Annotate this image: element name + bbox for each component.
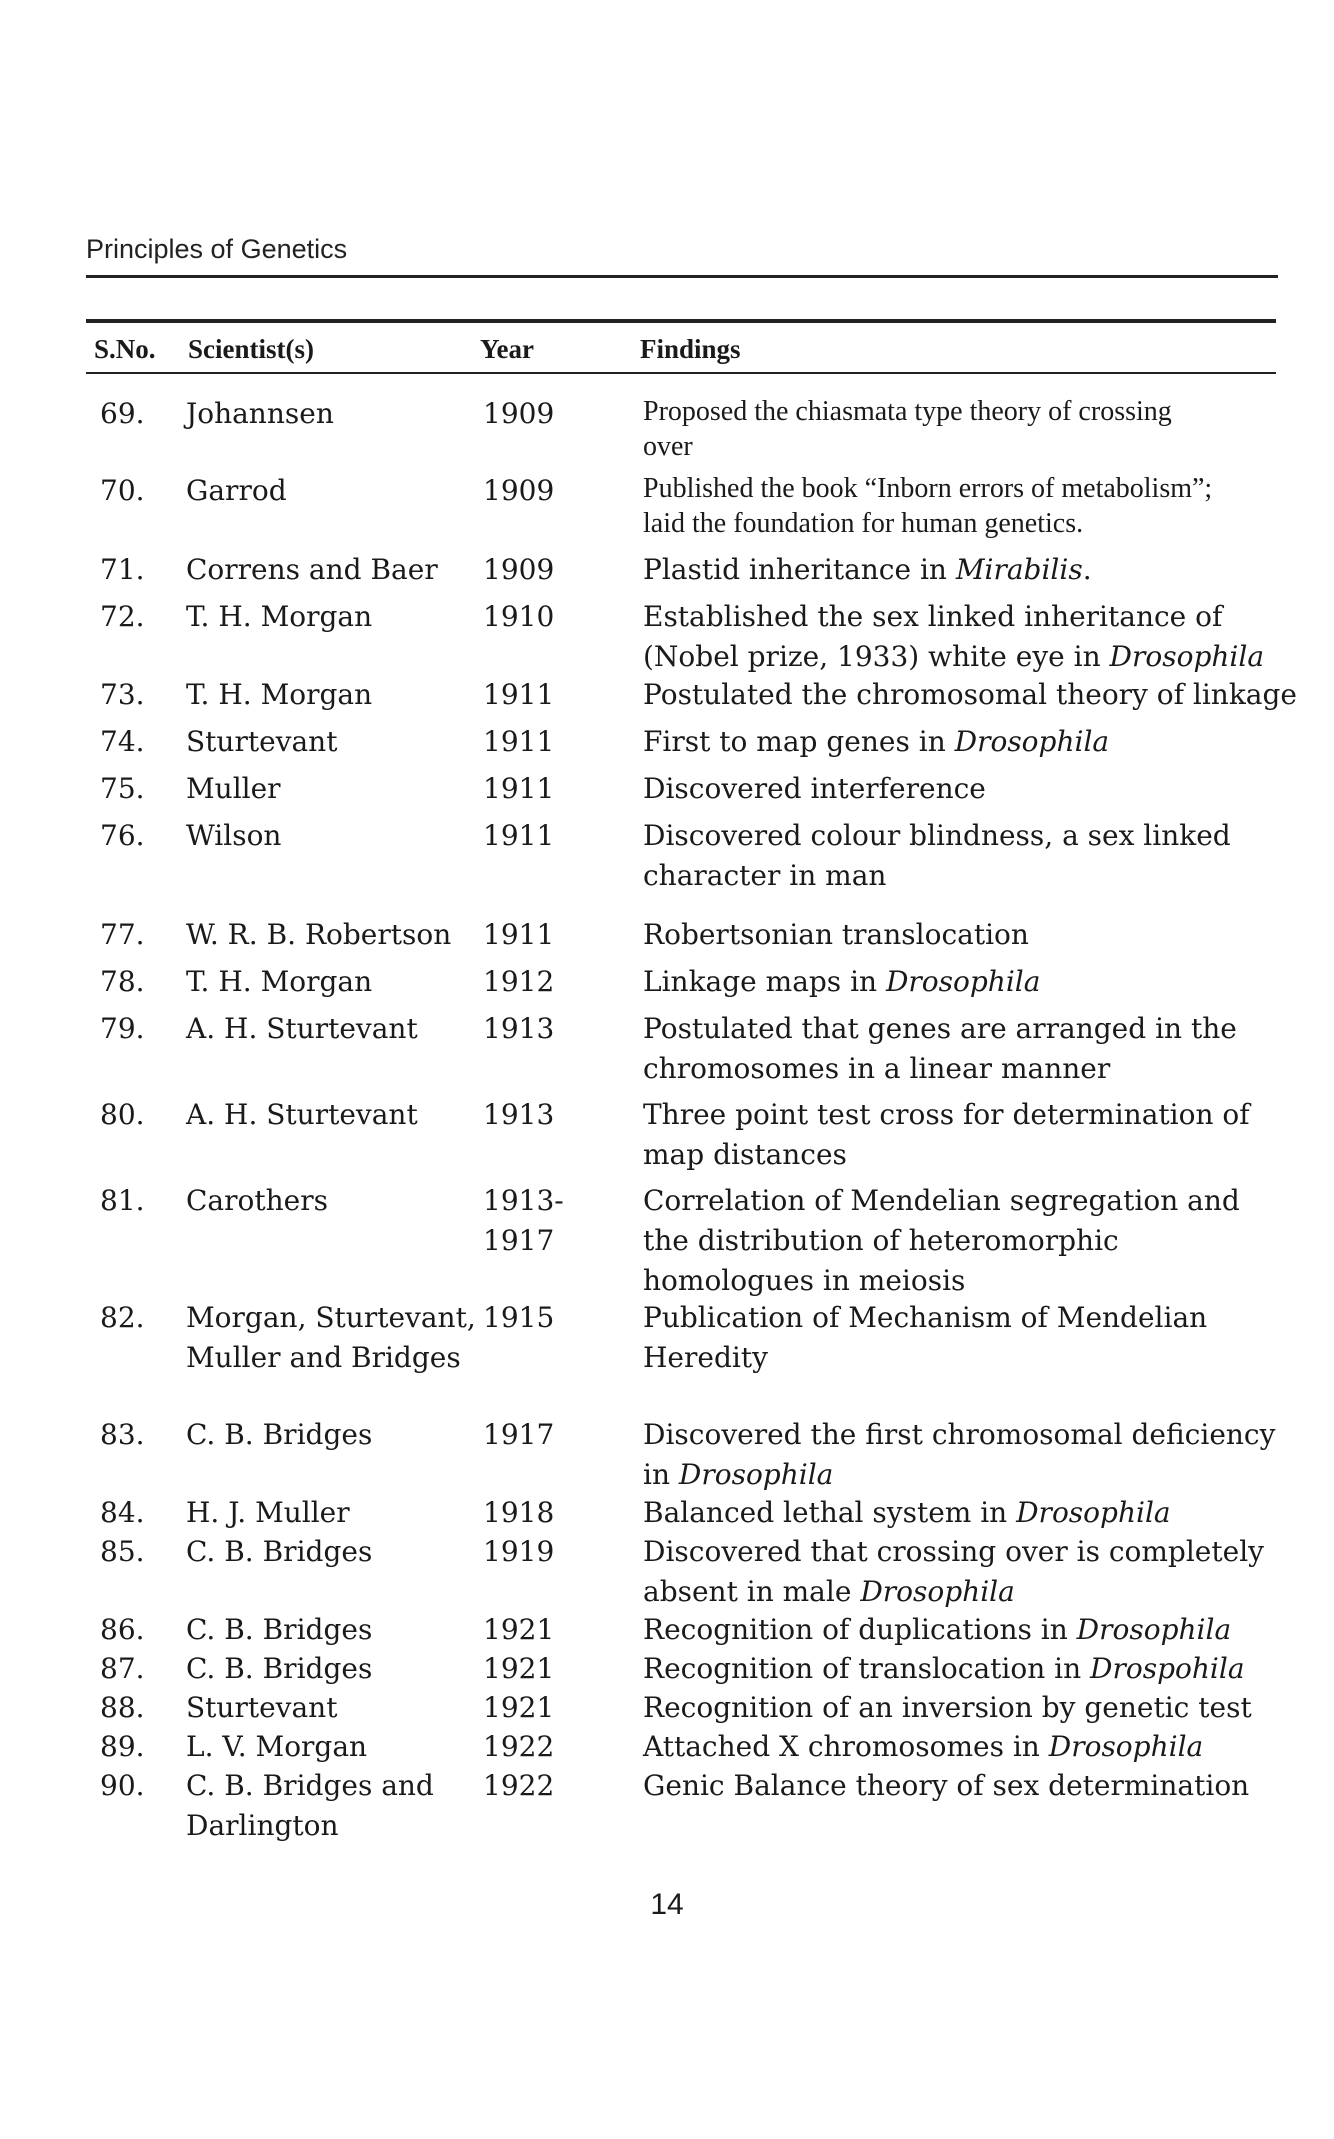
cell-scientist xyxy=(186,394,334,434)
cell-scientist xyxy=(186,675,372,715)
scientist-line: T. H. Morgan xyxy=(186,600,373,633)
findings-line: Linkage maps in Drosophila xyxy=(643,965,1041,998)
cell-scientist xyxy=(186,471,287,511)
year-line: 1911 xyxy=(483,725,555,758)
findings-line: over xyxy=(643,431,693,462)
cell-sno: 75. xyxy=(100,772,145,805)
scientist-line: A. H. Sturtevant xyxy=(186,1012,418,1045)
scientist-line: C. B. Bridges and xyxy=(186,1769,434,1802)
scientist-line: Muller and Bridges xyxy=(186,1341,461,1374)
species-name: Drosophila xyxy=(1076,1613,1232,1646)
year-line: 1912 xyxy=(483,965,555,998)
cell-scientist xyxy=(186,1688,337,1728)
findings-line: in Drosophila xyxy=(643,1458,834,1491)
cell-sno: 80. xyxy=(100,1098,145,1131)
cell-sno: 81. xyxy=(100,1184,145,1217)
findings-line: Recognition of an inversion by genetic test xyxy=(643,1691,1252,1724)
cell-year xyxy=(483,1727,554,1767)
findings-line: Plastid inheritance in Mirabilis. xyxy=(643,553,1092,586)
cell-findings xyxy=(643,550,1092,590)
species-name: Drosophila xyxy=(1048,1730,1204,1763)
cell-findings xyxy=(643,722,1109,762)
scientist-line: Sturtevant xyxy=(186,725,338,758)
cell-scientist xyxy=(186,1298,476,1378)
scientist-line: A. H. Sturtevant xyxy=(186,1098,418,1131)
year-line: 1910 xyxy=(483,600,555,633)
cell-scientist xyxy=(186,769,281,809)
cell-year xyxy=(483,550,554,590)
cell-year xyxy=(483,1766,554,1806)
col-header-findings: Findings xyxy=(640,334,741,364)
scientist-line: C. B. Bridges xyxy=(186,1535,373,1568)
cell-scientist xyxy=(186,1009,418,1049)
species-name: Drosophila xyxy=(860,1575,1015,1608)
cell-year xyxy=(483,1610,554,1650)
cell-year xyxy=(483,597,554,637)
year-line: 1921 xyxy=(483,1691,555,1724)
table-top-rule xyxy=(86,319,1276,323)
cell-sno: 70. xyxy=(100,474,145,507)
col-header-year: Year xyxy=(480,334,534,364)
cell-sno: 76. xyxy=(100,819,145,852)
cell-sno: 77. xyxy=(100,918,145,951)
year-line: 1911 xyxy=(483,678,555,711)
findings-line: Proposed the chiasmata type theory of crossing xyxy=(643,396,1172,427)
findings-line: Discovered the first chromosomal deficiency xyxy=(643,1418,1276,1451)
cell-findings xyxy=(643,816,1231,896)
scientist-line: T. H. Morgan xyxy=(186,678,373,711)
scientist-line: Johannsen xyxy=(186,397,334,430)
findings-line: Published the book “Inborn errors of metabolism”; xyxy=(643,473,1213,504)
cell-scientist xyxy=(186,1181,328,1221)
cell-findings xyxy=(643,1610,1231,1650)
page-number: 14 xyxy=(650,1888,684,1921)
findings-line: Discovered interference xyxy=(643,772,986,805)
scientist-line: Correns and Baer xyxy=(186,553,438,586)
cell-year xyxy=(483,1009,554,1049)
cell-findings xyxy=(643,1298,1207,1378)
cell-sno: 79. xyxy=(100,1012,145,1045)
cell-year xyxy=(483,1181,564,1261)
findings-line: (Nobel prize, 1933) white eye in Drosophila xyxy=(643,640,1265,673)
cell-findings xyxy=(643,1688,1252,1728)
cell-scientist xyxy=(186,1766,434,1846)
findings-line: Correlation of Mendelian segregation and xyxy=(643,1184,1240,1217)
table-header-rule xyxy=(86,372,1276,374)
findings-line: Discovered colour blindness, a sex linked xyxy=(643,819,1231,852)
cell-findings xyxy=(643,915,1029,955)
year-line: 1915 xyxy=(483,1301,555,1334)
year-line: 1922 xyxy=(483,1730,555,1763)
cell-scientist xyxy=(186,1493,350,1533)
cell-scientist xyxy=(186,962,372,1002)
cell-findings xyxy=(643,1766,1249,1806)
cell-sno: 72. xyxy=(100,600,145,633)
cell-findings xyxy=(643,394,1172,464)
cell-year xyxy=(483,816,554,856)
findings-line: homologues in meiosis xyxy=(643,1264,966,1297)
cell-sno: 87. xyxy=(100,1652,145,1685)
cell-findings xyxy=(643,1095,1250,1175)
cell-findings xyxy=(643,1415,1275,1495)
findings-line: Three point test cross for determination of xyxy=(643,1098,1250,1131)
findings-line: the distribution of heteromorphic xyxy=(643,1224,1119,1257)
year-line: 1913- xyxy=(483,1184,564,1217)
findings-line: Discovered that crossing over is completely xyxy=(643,1535,1264,1568)
cell-findings xyxy=(643,471,1212,541)
cell-scientist xyxy=(186,550,438,590)
cell-year xyxy=(483,769,554,809)
species-name: Drosophila xyxy=(885,965,1041,998)
col-header-sno: S.No. xyxy=(94,334,156,364)
year-line: 1917 xyxy=(483,1224,555,1257)
scientist-line: Sturtevant xyxy=(186,1691,338,1724)
year-line: 1919 xyxy=(483,1535,555,1568)
cell-sno: 90. xyxy=(100,1769,145,1802)
scientist-line: C. B. Bridges xyxy=(186,1418,373,1451)
cell-year xyxy=(483,1095,554,1135)
year-line: 1909 xyxy=(483,474,555,507)
cell-year xyxy=(483,1298,554,1338)
cell-sno: 74. xyxy=(100,725,145,758)
findings-line: absent in male Drosophila xyxy=(643,1575,1015,1608)
year-line: 1911 xyxy=(483,918,555,951)
cell-year xyxy=(483,722,554,762)
cell-sno: 85. xyxy=(100,1535,145,1568)
cell-scientist xyxy=(186,1415,372,1455)
scientist-line: Darlington xyxy=(186,1809,339,1842)
findings-line: chromosomes in a linear manner xyxy=(643,1052,1111,1085)
cell-findings xyxy=(643,675,1297,715)
cell-sno: 84. xyxy=(100,1496,145,1529)
year-line: 1909 xyxy=(483,397,555,430)
scientist-line: Garrod xyxy=(186,474,287,507)
findings-line: Postulated that genes are arranged in the xyxy=(643,1012,1237,1045)
species-name: Drosophila xyxy=(1016,1496,1171,1529)
scientist-line: Morgan, Sturtevant, xyxy=(186,1301,476,1334)
scientist-line: C. B. Bridges xyxy=(186,1652,373,1685)
cell-year xyxy=(483,1415,554,1455)
cell-findings xyxy=(643,1493,1171,1533)
findings-line: Robertsonian translocation xyxy=(643,918,1029,951)
cell-year xyxy=(483,394,554,434)
findings-line: Recognition of translocation in Drospohila xyxy=(643,1652,1245,1685)
cell-sno: 83. xyxy=(100,1418,145,1451)
cell-findings xyxy=(643,1649,1245,1689)
cell-year xyxy=(483,471,554,511)
cell-year xyxy=(483,675,554,715)
cell-findings xyxy=(643,962,1040,1002)
cell-sno: 88. xyxy=(100,1691,145,1724)
year-line: 1921 xyxy=(483,1613,555,1646)
findings-line: map distances xyxy=(643,1138,847,1171)
cell-findings xyxy=(643,769,986,809)
species-name: Drosophila xyxy=(954,725,1110,758)
cell-findings xyxy=(643,1532,1264,1612)
scientist-line: W. R. B. Robertson xyxy=(186,918,452,951)
findings-line: Genic Balance theory of sex determination xyxy=(643,1769,1250,1802)
cell-year xyxy=(483,1493,554,1533)
cell-scientist xyxy=(186,1610,372,1650)
scientist-line: H. J. Muller xyxy=(186,1496,350,1529)
scientist-line: L. V. Morgan xyxy=(186,1730,368,1763)
cell-scientist xyxy=(186,1727,367,1767)
header-rule xyxy=(86,275,1278,278)
cell-year xyxy=(483,962,554,1002)
findings-line: Postulated the chromosomal theory of linkage xyxy=(643,678,1297,711)
findings-line: Established the sex linked inheritance of xyxy=(643,600,1223,633)
cell-sno: 78. xyxy=(100,965,145,998)
cell-scientist xyxy=(186,1649,372,1689)
running-head: Principles of Genetics xyxy=(86,234,348,264)
col-header-scientist: Scientist(s) xyxy=(188,334,314,364)
cell-scientist xyxy=(186,1095,418,1135)
year-line: 1913 xyxy=(483,1012,555,1045)
cell-sno: 71. xyxy=(100,553,145,586)
cell-year xyxy=(483,1649,554,1689)
cell-scientist xyxy=(186,597,372,637)
cell-sno: 82. xyxy=(100,1301,145,1334)
scientist-line: T. H. Morgan xyxy=(186,965,373,998)
cell-year xyxy=(483,1688,554,1728)
scientist-line: Carothers xyxy=(186,1184,328,1217)
cell-scientist xyxy=(186,1532,372,1572)
cell-findings xyxy=(643,1181,1240,1301)
year-line: 1922 xyxy=(483,1769,555,1802)
species-name: Drospohila xyxy=(1090,1652,1245,1685)
cell-scientist xyxy=(186,816,281,856)
species-name: Drosophila xyxy=(678,1458,834,1491)
cell-sno: 73. xyxy=(100,678,145,711)
scientist-line: Wilson xyxy=(186,819,282,852)
scientist-line: C. B. Bridges xyxy=(186,1613,373,1646)
species-name: Drosophila xyxy=(1109,640,1265,673)
cell-findings xyxy=(643,1009,1237,1089)
findings-line: Recognition of duplications in Drosophila xyxy=(643,1613,1232,1646)
cell-sno: 69. xyxy=(100,397,145,430)
cell-year xyxy=(483,1532,554,1572)
year-line: 1918 xyxy=(483,1496,555,1529)
cell-scientist xyxy=(186,915,451,955)
year-line: 1917 xyxy=(483,1418,555,1451)
findings-line: Heredity xyxy=(643,1341,768,1374)
findings-line: Publication of Mechanism of Mendelian xyxy=(643,1301,1208,1334)
findings-line: character in man xyxy=(643,859,887,892)
cell-findings xyxy=(643,597,1264,677)
findings-line: Attached X chromosomes in Drosophila xyxy=(643,1730,1204,1763)
cell-year xyxy=(483,915,554,955)
cell-sno: 86. xyxy=(100,1613,145,1646)
cell-findings xyxy=(643,1727,1203,1767)
findings-line: Balanced lethal system in Drosophila xyxy=(643,1496,1171,1529)
species-name: Mirabilis xyxy=(955,553,1083,586)
cell-sno: 89. xyxy=(100,1730,145,1763)
year-line: 1911 xyxy=(483,772,555,805)
year-line: 1909 xyxy=(483,553,555,586)
findings-line: laid the foundation for human genetics. xyxy=(643,508,1084,539)
year-line: 1913 xyxy=(483,1098,555,1131)
year-line: 1921 xyxy=(483,1652,555,1685)
findings-line: First to map genes in Drosophila xyxy=(643,725,1110,758)
cell-scientist xyxy=(186,722,337,762)
scientist-line: Muller xyxy=(186,772,281,805)
year-line: 1911 xyxy=(483,819,555,852)
